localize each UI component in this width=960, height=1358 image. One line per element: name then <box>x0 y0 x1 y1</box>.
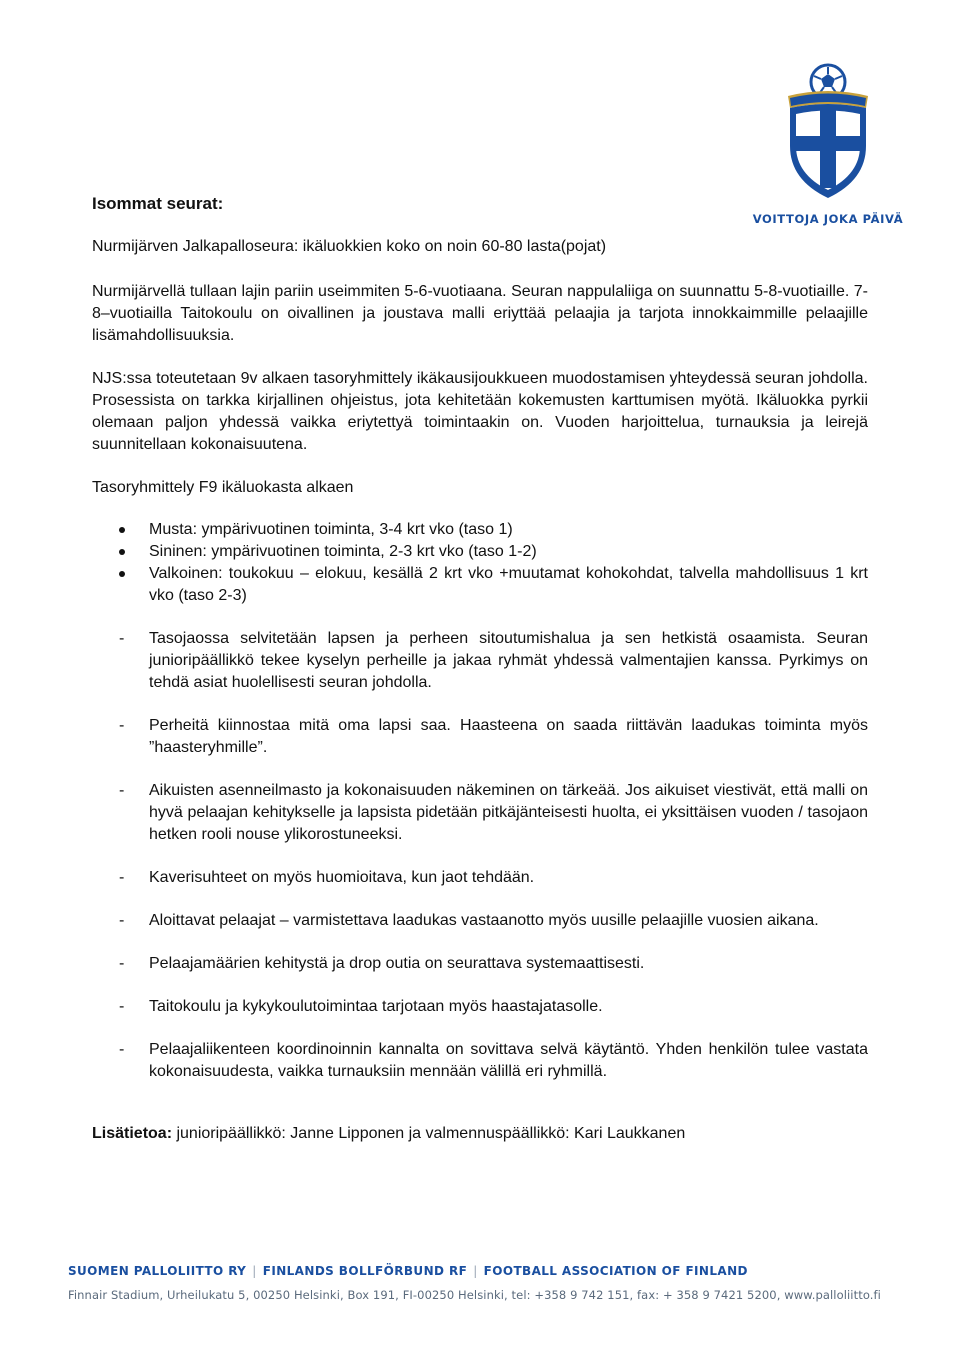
additional-info-label: Lisätietoa: <box>92 1125 173 1142</box>
dash-list-item: - Pelaajamäärien kehitystä ja drop outia on seurattava systemaattisesti. <box>119 955 645 972</box>
paragraph-club-size: Nurmijärven Jalkapalloseura: ikäluokkien koko on noin 60-80 lasta(pojat) <box>92 238 607 255</box>
paragraph-grouping: NJS:ssa toteutetaan 9v alkaen tasoryhmittely ikäkausijoukkueen muodostamisen yhteydessä seuran johdolla. Prosessista on tarkka kirjallinen ohjeistus, jota kehitetään kokemusten karttumisen myötä. Ikäluokka pyrkii olemaan paljon yhdessä vaikka eriytettyä toimintaakin on. Vuoden harjoittelua, turnauksia ja leirejä suunnitellaan kokonaisuutena. <box>92 370 868 453</box>
footer-org-en: FOOTBALL ASSOCIATION OF FINLAND <box>483 1264 748 1278</box>
dash-list-item: - Aikuisten asenneilmasto ja kokonaisuuden näkeminen on tärkeää. Jos aikuiset viestivät, että malli on hyvä pelaajan kehitykselle ja lapsista pidetään pitkäjänteisesti huolta, ei yksittäisen vuoden / tasojaon hetken rooli nouse ylikorostuneeksi. <box>119 782 868 843</box>
footer-separator: | <box>252 1264 257 1278</box>
dash-list-item: - Pelaajaliikenteen koordinoinnin kannalta on sovittava selvä käytäntö. Yhden henkilön tulee vastata kokonaisuudesta, vaikka turnauksiin mennään välillä eri ryhmillä. <box>119 1041 868 1080</box>
bullet-icon <box>119 527 125 533</box>
dash-list-item: - Aloittavat pelaajat – varmistettava laadukas vastaanotto myös uusille pelaajille vuosien aikana. <box>119 912 819 929</box>
additional-info-text: junioripäällikkö: Janne Lipponen ja valmennuspäällikkö: Kari Laukkanen <box>172 1125 686 1142</box>
page-footer <box>68 1264 908 1302</box>
dash-list-item: - Kaverisuhteet on myös huomioitava, kun jaot tehdään. <box>119 869 535 886</box>
paragraph-age-start: Nurmijärvellä tullaan lajin pariin useimmiten 5-6-vuotiaana. Seuran nappulaliiga on suunnattu 5-8-vuotiaille. 7-8–vuotiailla Taitokoulu on oivallinen ja joustava malli eriyttää pelaajia ja tarjota innokkaimmille pelaajille lisämahdollisuuksia. <box>92 283 868 344</box>
document-body <box>92 193 868 1145</box>
bullet-icon <box>119 549 125 555</box>
footer-separator: | <box>473 1264 478 1278</box>
list-item: Valkoinen: toukokuu – elokuu, kesällä 2 krt vko +muutamat kohokohdat, talvella mahdollisuus 1 krt vko (taso 2-3) <box>92 563 868 607</box>
section-heading: Isommat seurat: <box>92 194 224 213</box>
footer-organizations <box>68 1264 908 1278</box>
dash-list-item: - Tasojaossa selvitetään lapsen ja perheen sitoutumishalua ja sen hetkistä osaamista. Seuran junioripäällikkö tekee kyselyn perheille ja jakaa ryhmät yhdessä valmentajien kanssa. Pyrkimys on tehdä asiat huolellisesti seuran johdolla. <box>119 630 868 691</box>
logo-motto: VOITTOJA JOKA PÄIVÄ <box>752 212 904 226</box>
dash-list-item: - Taitokoulu ja kykykoulutoimintaa tarjotaan myös haastajatasolle. <box>119 998 603 1015</box>
list-item: Musta: ympärivuotinen toiminta, 3-4 krt vko (taso 1) <box>92 519 868 541</box>
list-item: Sininen: ympärivuotinen toiminta, 2-3 krt vko (taso 1-2) <box>92 541 868 563</box>
footer-contact: Finnair Stadium, Urheilukatu 5, 00250 Helsinki, Box 191, FI-00250 Helsinki, tel: +358 9 742 151, fax: + 358 9 7421 5200, www.palloliitto.fi <box>68 1288 881 1302</box>
dash-list-item: - Perheitä kiinnostaa mitä oma lapsi saa. Haasteena on saada riittävän laadukas toiminta myös ”haasteryhmille”. <box>119 717 868 756</box>
footer-org-sv: FINLANDS BOLLFÖRBUND RF <box>262 1264 468 1278</box>
palloliitto-crest-icon <box>782 62 874 202</box>
bullet-icon <box>119 571 125 577</box>
level-list <box>92 519 868 607</box>
additional-info <box>92 1123 868 1145</box>
footer-org-fi: SUOMEN PALLOLIITTO RY <box>68 1264 247 1278</box>
paragraph-level-grouping: Tasoryhmittely F9 ikäluokasta alkaen <box>92 479 354 496</box>
